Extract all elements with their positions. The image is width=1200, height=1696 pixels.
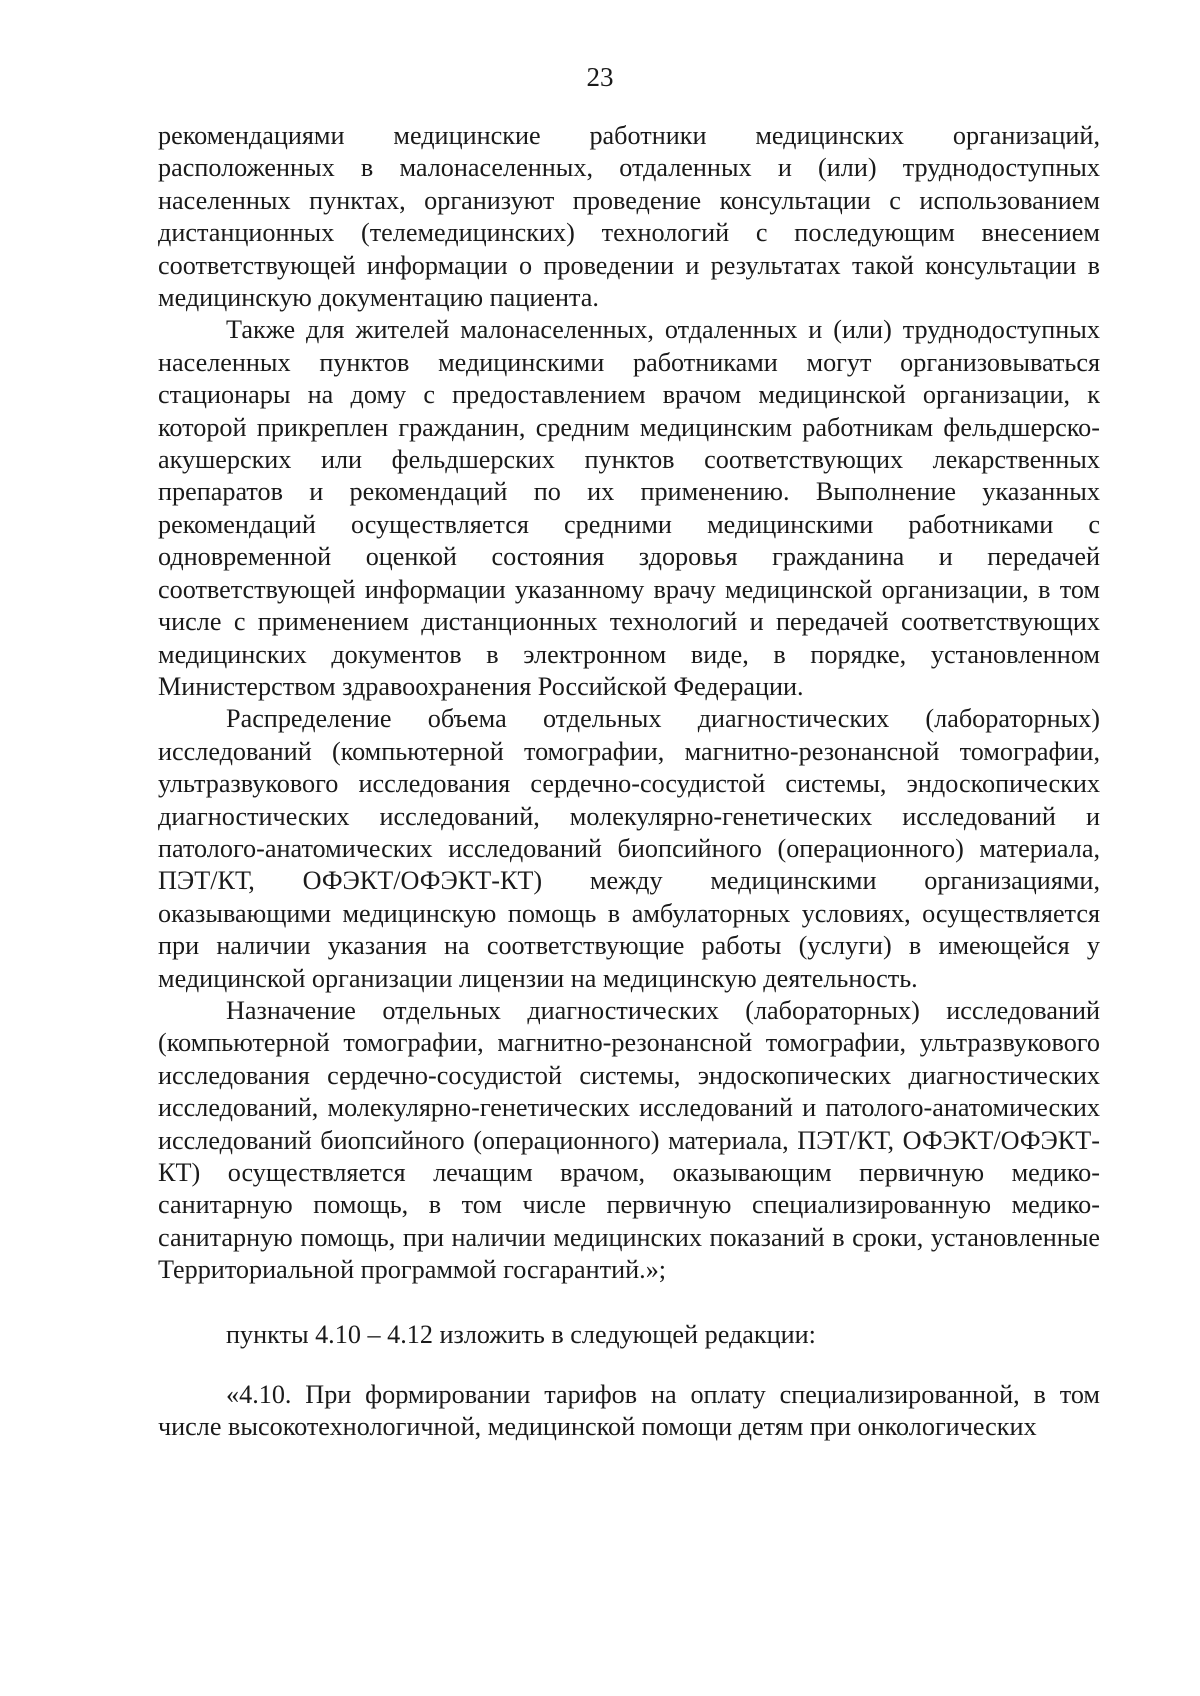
paragraph-clause-4-10: «4.10. При формировании тарифов на оплату специализированной, в том числе высокотехнологичной, медицинской помощи детям при онкологических <box>158 1380 1100 1442</box>
paragraph-telemedicine-consultation: рекомендациями медицинские работники медицинских организаций, расположенных в малонаселенных, отдаленных и (или) труднодоступных населенных пунктах, организуют проведение консультации с использованием дистанционных (телемедицинских) технологий с последующим внесением соответствующей информации о проведении и результатах такой консультации в медицинскую документацию пациента. <box>158 121 1100 313</box>
paragraph-diagnostic-prescription: Назначение отдельных диагностических (лабораторных) исследований (компьютерной томографии, магнитно-резонансной томографии, ультразвукового исследования сердечно-сосудистой системы, эндоскопических диагностических исследований, молекулярно-генетических исследований и патолого-анатомических исследований биопсийного (операционного) материала, ПЭТ/КТ, ОФЭКТ/ОФЭКТ-КТ) осуществляется лечащим врачом, оказывающим первичную медико-санитарную помощь, в том числе первичную специализированную медико-санитарную помощь, при наличии медицинских показаний в сроки, установленные Территориальной программой госгарантий.»; <box>158 995 1100 1285</box>
paragraph-amendment-instruction: пункты 4.10 – 4.12 изложить в следующей редакции: <box>226 1319 816 1349</box>
document-body <box>158 120 1100 1444</box>
paragraph-diagnostic-distribution: Распределение объема отдельных диагностических (лабораторных) исследований (компьютерной томографии, магнитно-резонансной томографии, ультразвукового исследования сердечно-сосудистой системы, эндоскопических диагностических исследований, молекулярно-генетических исследований и патолого-анатомических исследований биопсийного (операционного) материала, ПЭТ/КТ, ОФЭКТ/ОФЭКТ-КТ) между медицинскими организациями, оказывающими медицинскую помощь в амбулаторных условиях, осуществляется при наличии указания на соответствующие работы (услуги) в имеющейся у медицинской организации лицензии на медицинскую деятельность. <box>158 704 1100 993</box>
page-number: 23 <box>586 62 614 92</box>
paragraph-home-hospitals: Также для жителей малонаселенных, отдаленных и (или) труднодоступных населенных пунктов медицинскими работниками могут организовываться стационары на дому с предоставлением врачом медицинской организации, к которой прикреплен гражданин, средним медицинским работникам фельдшерско-акушерских или фельдшерских пунктов соответствующих лекарственных препаратов и рекомендаций по их применению. Выполнение указанных рекомендаций осуществляется средними медицинскими работниками с одновременной оценкой состояния здоровья гражданина и передачей соответствующей информации указанному врачу медицинской организации, в том числе с применением дистанционных технологий и передачей соответствующих медицинских документов в электронном виде, в порядке, установленном Министерством здравоохранения Российской Федерации. <box>158 315 1100 701</box>
